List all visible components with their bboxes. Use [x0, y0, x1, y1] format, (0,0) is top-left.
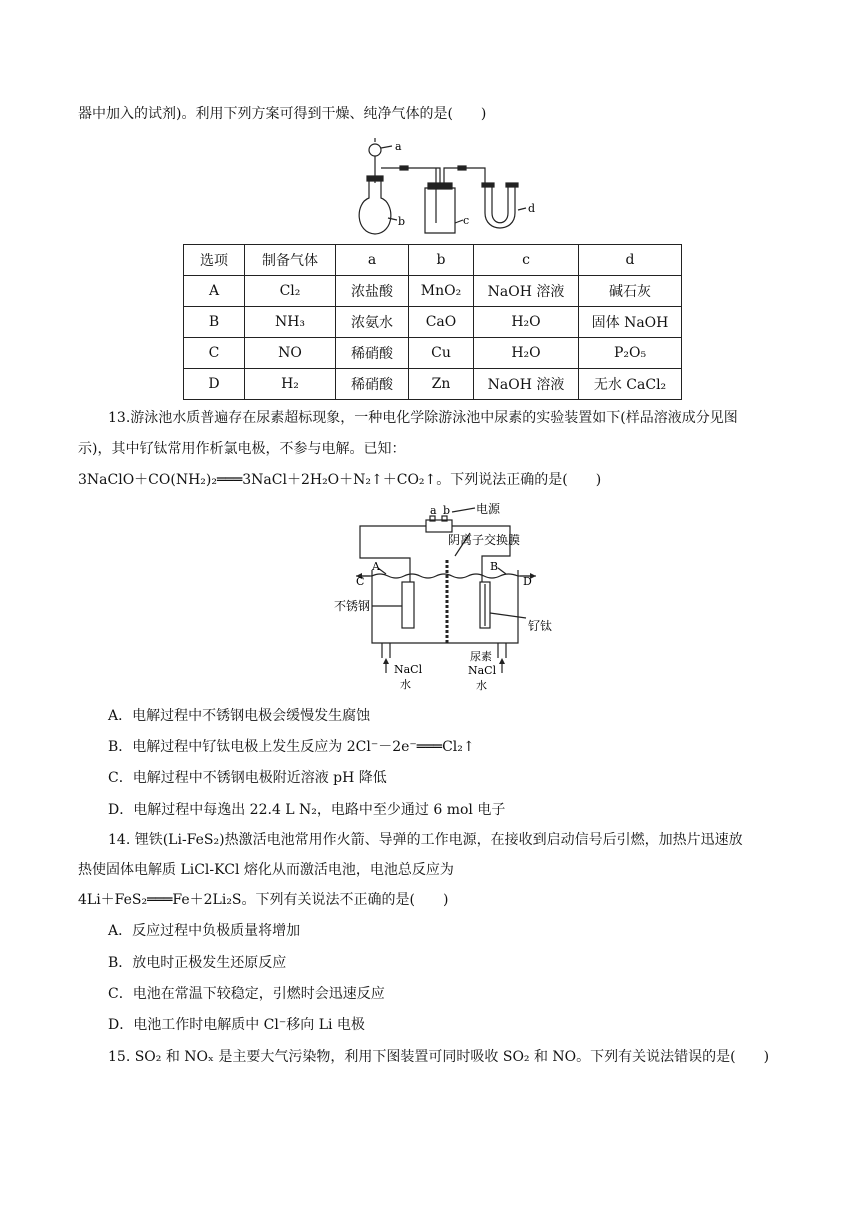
- label-C: C: [356, 575, 365, 588]
- label-b: b: [398, 215, 406, 228]
- label-in-right-2: NaCl: [468, 664, 497, 677]
- q14-option-c: C．电池在常温下较稳定，引燃时会迅速反应: [108, 986, 385, 1002]
- table-cell: NO: [245, 338, 336, 369]
- q12-options-table: [183, 244, 682, 400]
- label-D: D: [523, 575, 532, 588]
- q13-option-d: D．电解过程中每逸出 22.4 L N₂，电路中至少通过 6 mol 电子: [108, 802, 506, 818]
- q13-option-c: C．电解过程中不锈钢电极附近溶液 pH 降低: [108, 770, 387, 786]
- table-cell: CaO: [409, 307, 474, 338]
- label-A: A: [372, 560, 380, 573]
- table-cell: 固体 NaOH: [579, 307, 682, 338]
- table-cell: Zn: [409, 369, 474, 400]
- label-c: c: [463, 214, 470, 227]
- table-row: [184, 338, 682, 369]
- table-row: [184, 276, 682, 307]
- label-power: 电源: [476, 502, 501, 516]
- table-header-cell: d: [579, 245, 682, 276]
- label-b: b: [443, 504, 451, 517]
- label-in-left-2: 水: [400, 678, 411, 691]
- label-in-right-1: 尿素: [470, 650, 492, 663]
- table-header-cell: 选项: [184, 245, 245, 276]
- table-cell: 碱石灰: [579, 276, 682, 307]
- label-a: a: [395, 140, 402, 153]
- q14-line1: 14. 锂铁(Li-FeS₂)热激活电池常用作火箭、导弹的工作电源，在接收到启动信号后引燃，加热片迅速放: [108, 832, 743, 848]
- table-cell: MnO₂: [409, 276, 474, 307]
- q13-line1: 13.游泳池水质普遍存在尿素超标现象，一种电化学除游泳池中尿素的实验装置如下(样品溶液成分见图: [108, 410, 738, 426]
- table-cell: H₂: [245, 369, 336, 400]
- q14-line2: 热使固体电解质 LiCl-KCl 熔化从而激活电池，电池总反应为: [78, 862, 454, 878]
- table-cell: NaOH 溶液: [474, 369, 579, 400]
- q14-option-b: B．放电时正极发生还原反应: [108, 955, 287, 971]
- table-cell: 稀硝酸: [336, 369, 409, 400]
- table-header-cell: 制备气体: [245, 245, 336, 276]
- table-cell: 浓盐酸: [336, 276, 409, 307]
- label-steel: 不锈钢: [334, 599, 371, 613]
- table-cell: 稀硝酸: [336, 338, 409, 369]
- table-cell: H₂O: [474, 338, 579, 369]
- table-cell: P₂O₅: [579, 338, 682, 369]
- q12-apparatus-figure: [350, 138, 550, 238]
- label-in-right-3: 水: [476, 679, 487, 692]
- label-ruti: 钌钛: [528, 619, 553, 633]
- q12-stem-tail: 器中加入的试剂)。利用下列方案可得到干燥、纯净气体的是( ): [78, 106, 487, 122]
- table-cell: Cu: [409, 338, 474, 369]
- table-header-cell: b: [409, 245, 474, 276]
- table-row: [184, 369, 682, 400]
- table-cell: NaOH 溶液: [474, 276, 579, 307]
- q14-option-a: A．反应过程中负极质量将增加: [108, 923, 301, 939]
- q13-electrolysis-figure: [330, 498, 560, 698]
- q13-equation: 3NaClO＋CO(NH₂)₂═══3NaCl＋2H₂O＋N₂↑＋CO₂↑。下列说法正确的是( ): [78, 472, 602, 488]
- label-in-left-1: NaCl: [394, 663, 423, 676]
- table-cell: 浓氨水: [336, 307, 409, 338]
- q13-option-b: B．电解过程中钌钛电极上发生反应为 2Cl⁻－2e⁻═══Cl₂↑: [108, 739, 475, 755]
- table-row: [184, 307, 682, 338]
- label-d: d: [528, 202, 536, 215]
- label-membrane: 阴离子交换膜: [448, 533, 521, 547]
- label-a: a: [430, 504, 437, 517]
- table-cell: 无水 CaCl₂: [579, 369, 682, 400]
- table-cell: B: [184, 307, 245, 338]
- table-cell: NH₃: [245, 307, 336, 338]
- q13-line2: 示)，其中钌钛常用作析氯电极，不参与电解。已知：: [78, 441, 406, 457]
- table-header-cell: c: [474, 245, 579, 276]
- table-cell: A: [184, 276, 245, 307]
- q13-option-a: A．电解过程中不锈钢电极会缓慢发生腐蚀: [108, 708, 371, 724]
- label-B: B: [490, 560, 499, 573]
- table-cell: D: [184, 369, 245, 400]
- q14-equation: 4Li＋FeS₂═══Fe＋2Li₂S。下列有关说法不正确的是( ): [78, 892, 449, 908]
- table-cell: Cl₂: [245, 276, 336, 307]
- table-cell: H₂O: [474, 307, 579, 338]
- table-header-row: [184, 245, 682, 276]
- q14-option-d: D．电池工作时电解质中 Cl⁻移向 Li 电极: [108, 1017, 365, 1033]
- table-header-cell: a: [336, 245, 409, 276]
- table-cell: C: [184, 338, 245, 369]
- q15-line1: 15. SO₂ 和 NOₓ 是主要大气污染物，利用下图装置可同时吸收 SO₂ 和 NO。下列有关说法错误的是( ): [108, 1049, 770, 1065]
